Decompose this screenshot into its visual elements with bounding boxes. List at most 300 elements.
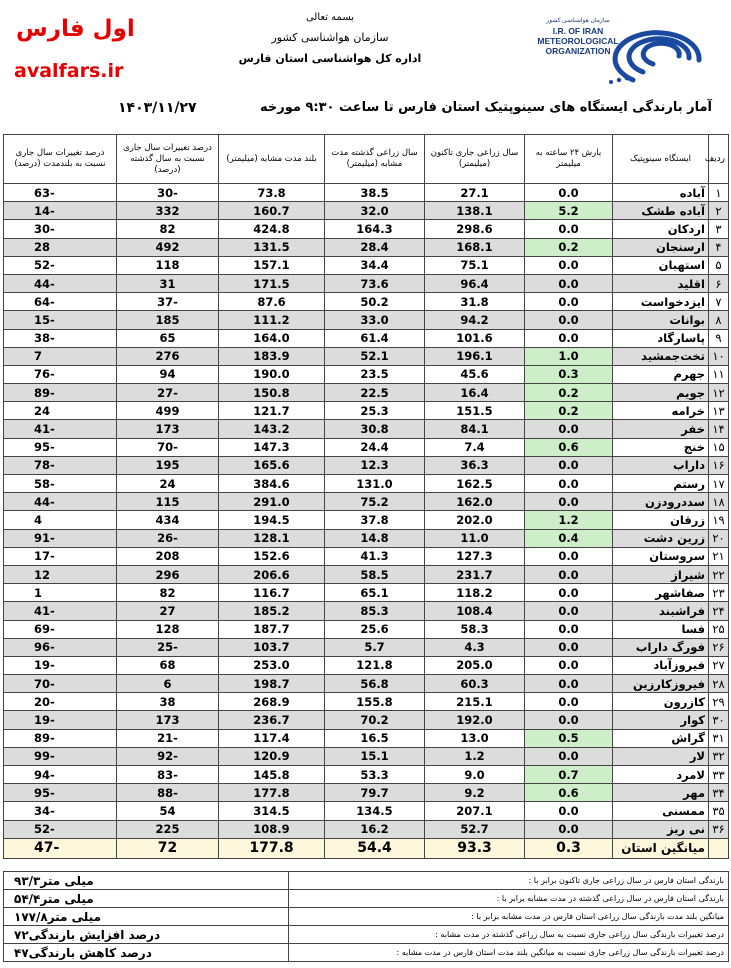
note-value-cell [4, 944, 289, 962]
long-term-rain: 152.6 [219, 547, 325, 565]
change-vs-previous: 27 [117, 602, 219, 620]
previous-year-rain: 61.4 [325, 329, 425, 347]
row-number: ۳۴ [709, 784, 729, 802]
rain-24h: 0.0 [525, 711, 613, 729]
current-year-rain: 215.1 [425, 693, 525, 711]
rain-24h: 0.0 [525, 256, 613, 274]
row-number: ۲۴ [709, 602, 729, 620]
current-year-rain: 162.0 [425, 493, 525, 511]
table-header-row [4, 135, 729, 184]
current-year-rain: 1.2 [425, 747, 525, 765]
long-term-rain: 145.8 [219, 766, 325, 784]
current-year-rain: 7.4 [425, 438, 525, 456]
note-row [4, 908, 729, 926]
column-header: بلند مدت مشابه (میلیمتر) [219, 135, 325, 184]
rain-24h: 0.0 [525, 656, 613, 674]
station-name: نی ریز [613, 820, 709, 838]
change-vs-previous: 65 [117, 329, 219, 347]
long-term-rain: 73.8 [219, 184, 325, 202]
change-vs-previous: 38 [117, 693, 219, 711]
station-name: کازرون [613, 693, 709, 711]
change-vs-previous: -83 [117, 766, 219, 784]
rain-24h: 0.0 [525, 493, 613, 511]
current-year-rain: 13.0 [425, 729, 525, 747]
report-title: آمار بارندگی ایستگاه های سینوپتیک استان فارس تا ساعت ۹:۳۰ مورخه [260, 100, 712, 115]
current-year-rain: 196.1 [425, 347, 525, 365]
previous-year-rain: 25.3 [325, 402, 425, 420]
table-row [4, 766, 729, 784]
long-term-rain: 164.0 [219, 329, 325, 347]
change-vs-previous: -26 [117, 529, 219, 547]
current-year-rain: 101.6 [425, 329, 525, 347]
change-vs-previous: 499 [117, 402, 219, 420]
table-row [4, 620, 729, 638]
change-vs-long-term: -15 [4, 311, 117, 329]
long-term-rain: 183.9 [219, 347, 325, 365]
change-vs-previous: 492 [117, 238, 219, 256]
long-term-rain: 314.5 [219, 802, 325, 820]
previous-year-rain: 58.5 [325, 565, 425, 583]
average-label: میانگین استان [613, 838, 709, 858]
rain-24h: 0.5 [525, 729, 613, 747]
rain-24h: 0.0 [525, 820, 613, 838]
average-long-term: 177.8 [219, 838, 325, 858]
logo-text-persian: سازمان هواشناسی کشور [546, 18, 610, 24]
table-row [4, 365, 729, 383]
rain-24h: 0.0 [525, 329, 613, 347]
table-row [4, 238, 729, 256]
note-unit: درصد کاهش بارندگی [28, 945, 152, 960]
table-row [4, 729, 729, 747]
change-vs-previous: 276 [117, 347, 219, 365]
rain-24h: 0.0 [525, 675, 613, 693]
row-number: ۱۱ [709, 365, 729, 383]
note-row [4, 890, 729, 908]
change-vs-long-term: -20 [4, 693, 117, 711]
current-year-rain: 298.6 [425, 220, 525, 238]
rain-24h: 0.0 [525, 638, 613, 656]
long-term-rain: 157.1 [219, 256, 325, 274]
previous-year-rain: 53.3 [325, 766, 425, 784]
table-row [4, 493, 729, 511]
row-number: ۲۵ [709, 620, 729, 638]
current-year-rain: 75.1 [425, 256, 525, 274]
rain-24h: 0.0 [525, 220, 613, 238]
average-current-year: 93.3 [425, 838, 525, 858]
rain-24h: 0.0 [525, 274, 613, 292]
change-vs-long-term: 24 [4, 402, 117, 420]
note-row [4, 872, 729, 890]
long-term-rain: 424.8 [219, 220, 325, 238]
current-year-rain: 31.8 [425, 293, 525, 311]
rainfall-table [3, 134, 729, 859]
current-year-rain: 9.0 [425, 766, 525, 784]
rain-24h: 0.0 [525, 293, 613, 311]
rain-24h: 0.0 [525, 747, 613, 765]
long-term-rain: 150.8 [219, 384, 325, 402]
rain-24h: 0.2 [525, 402, 613, 420]
office-name: اداره کل هواشناسی استان فارس [238, 52, 422, 65]
station-name: فیروزکارزین [613, 675, 709, 693]
row-number: ۳۶ [709, 820, 729, 838]
table-row [4, 656, 729, 674]
current-year-rain: 162.5 [425, 475, 525, 493]
previous-year-rain: 121.8 [325, 656, 425, 674]
table-row [4, 420, 729, 438]
change-vs-long-term: -52 [4, 256, 117, 274]
note-unit: میلی متر [40, 873, 94, 888]
long-term-rain: 87.6 [219, 293, 325, 311]
row-number: ۲۰ [709, 529, 729, 547]
change-vs-previous: 208 [117, 547, 219, 565]
row-number: ۱۴ [709, 420, 729, 438]
row-number: ۲۳ [709, 584, 729, 602]
previous-year-rain: 79.7 [325, 784, 425, 802]
long-term-rain: 198.7 [219, 675, 325, 693]
change-vs-previous: 6 [117, 675, 219, 693]
note-text: بارندگی استان فارس در سال زراعی جاری تاکنون برابر با : [289, 872, 729, 890]
rain-24h: 0.0 [525, 602, 613, 620]
bismillah-text: بسمه تعالی [305, 12, 355, 23]
rain-24h: 0.0 [525, 620, 613, 638]
station-name: سددرودزن [613, 493, 709, 511]
previous-year-rain: 14.8 [325, 529, 425, 547]
long-term-rain: 384.6 [219, 475, 325, 493]
previous-year-rain: 33.0 [325, 311, 425, 329]
rain-24h: 0.0 [525, 565, 613, 583]
station-name: رستم [613, 475, 709, 493]
change-vs-long-term: -64 [4, 293, 117, 311]
current-year-rain: 9.2 [425, 784, 525, 802]
previous-year-rain: 164.3 [325, 220, 425, 238]
row-number: ۱۳ [709, 402, 729, 420]
current-year-rain: 108.4 [425, 602, 525, 620]
meteorological-organization-logo [508, 14, 713, 84]
rain-24h: 0.0 [525, 420, 613, 438]
current-year-rain: 192.0 [425, 711, 525, 729]
table-row [4, 384, 729, 402]
logo-swirl-icon [603, 20, 713, 86]
change-vs-long-term: -96 [4, 638, 117, 656]
row-number: ۱۷ [709, 475, 729, 493]
station-name: جهرم [613, 365, 709, 383]
previous-year-rain: 50.2 [325, 293, 425, 311]
previous-year-rain: 30.8 [325, 420, 425, 438]
station-name: ایزدخواست [613, 293, 709, 311]
station-name: آباده [613, 184, 709, 202]
table-row [4, 747, 729, 765]
change-vs-previous: -21 [117, 729, 219, 747]
current-year-rain: 168.1 [425, 238, 525, 256]
long-term-rain: 111.2 [219, 311, 325, 329]
summary-notes [3, 871, 729, 962]
station-name: داراب [613, 456, 709, 474]
change-vs-long-term: -70 [4, 675, 117, 693]
previous-year-rain: 25.6 [325, 620, 425, 638]
long-term-rain: 103.7 [219, 638, 325, 656]
change-vs-previous: -37 [117, 293, 219, 311]
previous-year-rain: 37.8 [325, 511, 425, 529]
table-row [4, 184, 729, 202]
change-vs-long-term: -69 [4, 620, 117, 638]
row-number: ۳۳ [709, 766, 729, 784]
table-row [4, 711, 729, 729]
current-year-rain: 16.4 [425, 384, 525, 402]
previous-year-rain: 70.2 [325, 711, 425, 729]
current-year-rain: 231.7 [425, 565, 525, 583]
station-name: خرامه [613, 402, 709, 420]
change-vs-long-term: -44 [4, 274, 117, 292]
table-row [4, 347, 729, 365]
row-number: ۱۶ [709, 456, 729, 474]
long-term-rain: 165.6 [219, 456, 325, 474]
long-term-rain: 116.7 [219, 584, 325, 602]
station-name: خنج [613, 438, 709, 456]
table-row [4, 602, 729, 620]
note-value: ۷۲ [14, 927, 29, 942]
station-name: فراشبند [613, 602, 709, 620]
rain-24h: 0.6 [525, 438, 613, 456]
previous-year-rain: 85.3 [325, 602, 425, 620]
table-row [4, 784, 729, 802]
table-row [4, 256, 729, 274]
change-vs-previous: 128 [117, 620, 219, 638]
change-vs-previous: 225 [117, 820, 219, 838]
row-number: ۲۷ [709, 656, 729, 674]
note-text: درصد تغییرات بارندگی سال زراعی جاری نسبت به سال زراعی گذشته در مدت مشابه : [289, 926, 729, 944]
row-number: ۱۹ [709, 511, 729, 529]
station-name: صفاشهر [613, 584, 709, 602]
change-vs-previous: 434 [117, 511, 219, 529]
current-year-rain: 84.1 [425, 420, 525, 438]
previous-year-rain: 28.4 [325, 238, 425, 256]
change-vs-previous: 173 [117, 711, 219, 729]
station-name: فورگ داراب [613, 638, 709, 656]
rain-24h: 0.2 [525, 238, 613, 256]
rain-24h: 0.0 [525, 475, 613, 493]
note-text: بارندگی استان فارس در سال زراعی گذشته در مدت مشابه برابر با : [289, 890, 729, 908]
previous-year-rain: 15.1 [325, 747, 425, 765]
row-number: ۹ [709, 329, 729, 347]
row-number: ۵ [709, 256, 729, 274]
current-year-rain: 52.7 [425, 820, 525, 838]
long-term-rain: 206.6 [219, 565, 325, 583]
previous-year-rain: 41.3 [325, 547, 425, 565]
table-row [4, 802, 729, 820]
station-name: فیروزآباد [613, 656, 709, 674]
row-number: ۱۲ [709, 384, 729, 402]
change-vs-previous: 296 [117, 565, 219, 583]
change-vs-long-term: 12 [4, 565, 117, 583]
station-name: لامرد [613, 766, 709, 784]
long-term-rain: 121.7 [219, 402, 325, 420]
change-vs-long-term: -19 [4, 656, 117, 674]
rain-24h: 0.0 [525, 456, 613, 474]
change-vs-previous: 24 [117, 475, 219, 493]
change-vs-previous: 118 [117, 256, 219, 274]
table-row [4, 220, 729, 238]
table-row [4, 402, 729, 420]
brand-name-persian: اول فارس [16, 16, 135, 42]
rain-24h: 1.2 [525, 511, 613, 529]
previous-year-rain: 131.0 [325, 475, 425, 493]
station-name: فسا [613, 620, 709, 638]
table-row [4, 475, 729, 493]
station-name: مهر [613, 784, 709, 802]
note-value: ۵۴/۴ [14, 891, 41, 906]
row-number: ۱۸ [709, 493, 729, 511]
station-name: بوانات [613, 311, 709, 329]
current-year-rain: 11.0 [425, 529, 525, 547]
previous-year-rain: 38.5 [325, 184, 425, 202]
column-header: ردیف [709, 135, 729, 184]
long-term-rain: 143.2 [219, 420, 325, 438]
note-value-cell [4, 908, 289, 926]
change-vs-long-term: -30 [4, 220, 117, 238]
previous-year-rain: 24.4 [325, 438, 425, 456]
table-row [4, 584, 729, 602]
table-row [4, 293, 729, 311]
rain-24h: 0.3 [525, 365, 613, 383]
previous-year-rain: 32.0 [325, 202, 425, 220]
change-vs-previous: 332 [117, 202, 219, 220]
long-term-rain: 194.5 [219, 511, 325, 529]
station-name: اردکان [613, 220, 709, 238]
station-name: زرقان [613, 511, 709, 529]
logo-text-line3: ORGANIZATION [545, 46, 611, 56]
previous-year-rain: 16.2 [325, 820, 425, 838]
station-name: خفر [613, 420, 709, 438]
row-number: ۳۱ [709, 729, 729, 747]
change-vs-long-term: -76 [4, 365, 117, 383]
previous-year-rain: 52.1 [325, 347, 425, 365]
table-row [4, 274, 729, 292]
report-date: ۱۴۰۳/۱۱/۲۷ [118, 100, 197, 116]
row-number: ۲ [709, 202, 729, 220]
long-term-rain: 171.5 [219, 274, 325, 292]
current-year-rain: 118.2 [425, 584, 525, 602]
long-term-rain: 131.5 [219, 238, 325, 256]
long-term-rain: 190.0 [219, 365, 325, 383]
row-number: ۱ [709, 184, 729, 202]
current-year-rain: 36.3 [425, 456, 525, 474]
change-vs-long-term: -95 [4, 438, 117, 456]
rain-24h: 0.0 [525, 547, 613, 565]
change-vs-long-term: 1 [4, 584, 117, 602]
change-vs-long-term: -14 [4, 202, 117, 220]
previous-year-rain: 56.8 [325, 675, 425, 693]
row-number: ۷ [709, 293, 729, 311]
column-header: درصد تغییرات سال جاری نسبت به بلندمدت (درصد) [4, 135, 117, 184]
rain-24h: 5.2 [525, 202, 613, 220]
previous-year-rain: 12.3 [325, 456, 425, 474]
long-term-rain: 120.9 [219, 747, 325, 765]
rain-24h: 0.0 [525, 584, 613, 602]
previous-year-rain: 155.8 [325, 693, 425, 711]
previous-year-rain: 34.4 [325, 256, 425, 274]
rain-24h: 1.0 [525, 347, 613, 365]
change-vs-long-term: -91 [4, 529, 117, 547]
change-vs-long-term: -78 [4, 456, 117, 474]
current-year-rain: 94.2 [425, 311, 525, 329]
rain-24h: 0.0 [525, 802, 613, 820]
note-value-cell [4, 926, 289, 944]
change-vs-long-term: -94 [4, 766, 117, 784]
station-name: سروستان [613, 547, 709, 565]
current-year-rain: 207.1 [425, 802, 525, 820]
station-name: لار [613, 747, 709, 765]
row-number: ۲۲ [709, 565, 729, 583]
column-header: درصد تغییرات سال جاری نسبت به سال گذشته (درصد) [117, 135, 219, 184]
station-name: آباده طشک [613, 202, 709, 220]
rain-24h: 0.0 [525, 184, 613, 202]
average-rain-24h: 0.3 [525, 838, 613, 858]
province-average-row [4, 838, 729, 858]
table-row [4, 547, 729, 565]
long-term-rain: 117.4 [219, 729, 325, 747]
change-vs-long-term: -38 [4, 329, 117, 347]
table-row [4, 329, 729, 347]
current-year-rain: 60.3 [425, 675, 525, 693]
row-number: ۱۵ [709, 438, 729, 456]
note-value: ۱۷۷/۸ [14, 909, 48, 924]
note-value-cell [4, 872, 289, 890]
change-vs-previous: 82 [117, 584, 219, 602]
row-number: ۳۵ [709, 802, 729, 820]
average-previous-year: 54.4 [325, 838, 425, 858]
station-name: ارسنجان [613, 238, 709, 256]
table-row [4, 693, 729, 711]
note-unit: درصد افزایش بارندگی [28, 927, 161, 942]
current-year-rain: 96.4 [425, 274, 525, 292]
change-vs-previous: 82 [117, 220, 219, 238]
change-vs-long-term: -89 [4, 729, 117, 747]
change-vs-long-term: -41 [4, 420, 117, 438]
change-vs-long-term: -19 [4, 711, 117, 729]
previous-year-rain: 22.5 [325, 384, 425, 402]
current-year-rain: 127.3 [425, 547, 525, 565]
previous-year-rain: 73.6 [325, 274, 425, 292]
change-vs-previous: -88 [117, 784, 219, 802]
station-name: استهبان [613, 256, 709, 274]
logo-text-line1: I.R. OF IRAN [552, 26, 604, 36]
station-name: ممسنی [613, 802, 709, 820]
table-row [4, 438, 729, 456]
change-vs-long-term: 4 [4, 511, 117, 529]
note-row [4, 944, 729, 962]
change-vs-long-term: -95 [4, 784, 117, 802]
column-header: سال زراعی گذشته مدت مشابه (میلیمتر) [325, 135, 425, 184]
station-name: کوار [613, 711, 709, 729]
change-vs-long-term: -63 [4, 184, 117, 202]
row-number: ۲۶ [709, 638, 729, 656]
brand-website: avalfars.ir [14, 60, 124, 82]
current-year-rain: 205.0 [425, 656, 525, 674]
station-name: شیراز [613, 565, 709, 583]
row-number: ۲۹ [709, 693, 729, 711]
rain-24h: 0.0 [525, 311, 613, 329]
long-term-rain: 187.7 [219, 620, 325, 638]
table-row [4, 675, 729, 693]
note-value-cell [4, 890, 289, 908]
letterhead [230, 12, 430, 65]
current-year-rain: 151.5 [425, 402, 525, 420]
change-vs-long-term: -34 [4, 802, 117, 820]
note-unit: میلی متر [47, 909, 102, 924]
current-year-rain: 27.1 [425, 184, 525, 202]
change-vs-long-term: -41 [4, 602, 117, 620]
long-term-rain: 236.7 [219, 711, 325, 729]
